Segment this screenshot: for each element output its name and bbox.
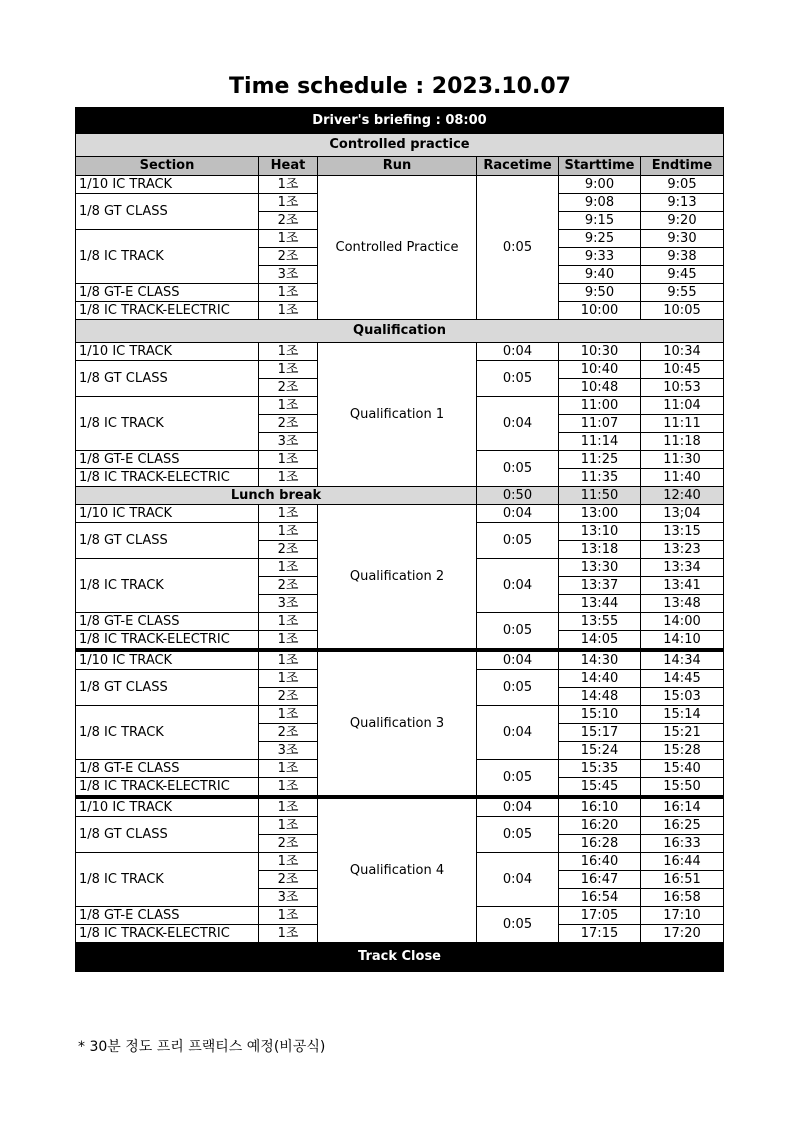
heat-cell: 1조 (259, 706, 318, 724)
starttime-cell: 14:30 (559, 650, 641, 670)
starttime-cell: 14:40 (559, 670, 641, 688)
heat-cell: 1조 (259, 505, 318, 523)
endtime-cell: 16:25 (641, 817, 724, 835)
racetime-cell: 0:04 (477, 343, 559, 361)
racetime-cell: 0:04 (477, 559, 559, 613)
racetime-cell: 0:04 (477, 797, 559, 817)
class-cell: 1/8 GT-E CLASS (76, 284, 259, 302)
endtime-cell: 9:20 (641, 212, 724, 230)
endtime-cell: 16:51 (641, 871, 724, 889)
racetime-cell: 0:05 (477, 451, 559, 487)
racetime-cell: 0:05 (477, 760, 559, 798)
racetime-cell: 0:04 (477, 853, 559, 907)
endtime-cell: 16:44 (641, 853, 724, 871)
class-cell: 1/8 IC TRACK-ELECTRIC (76, 302, 259, 320)
class-cell: 1/10 IC TRACK (76, 505, 259, 523)
racetime-cell: 0:04 (477, 505, 559, 523)
heat-cell: 1조 (259, 670, 318, 688)
heat-cell: 2조 (259, 212, 318, 230)
lunch-racetime: 0:50 (477, 487, 559, 505)
endtime-cell: 14:34 (641, 650, 724, 670)
header-section: Section (76, 157, 259, 176)
endtime-cell: 15:21 (641, 724, 724, 742)
class-cell: 1/8 GT-E CLASS (76, 907, 259, 925)
class-cell: 1/8 GT-E CLASS (76, 613, 259, 631)
lunch-label: Lunch break (76, 487, 477, 505)
heat-cell: 1조 (259, 176, 318, 194)
starttime-cell: 9:15 (559, 212, 641, 230)
endtime-cell: 13:23 (641, 541, 724, 559)
heat-cell: 1조 (259, 302, 318, 320)
starttime-cell: 9:33 (559, 248, 641, 266)
starttime-cell: 11:35 (559, 469, 641, 487)
class-cell: 1/10 IC TRACK (76, 797, 259, 817)
starttime-cell: 15:45 (559, 778, 641, 798)
starttime-cell: 14:48 (559, 688, 641, 706)
lunch-row (76, 487, 724, 505)
starttime-cell: 16:54 (559, 889, 641, 907)
racetime-cell: 0:05 (477, 176, 559, 320)
heat-cell: 1조 (259, 817, 318, 835)
heat-cell: 3조 (259, 889, 318, 907)
briefing-label: Driver's briefing : 08:00 (76, 108, 724, 134)
endtime-cell: 13:48 (641, 595, 724, 613)
endtime-cell: 9:13 (641, 194, 724, 212)
heat-cell: 2조 (259, 415, 318, 433)
starttime-cell: 17:15 (559, 925, 641, 943)
class-cell: 1/8 IC TRACK-ELECTRIC (76, 631, 259, 651)
racetime-cell: 0:05 (477, 523, 559, 559)
endtime-cell: 15:50 (641, 778, 724, 798)
class-cell: 1/8 GT CLASS (76, 670, 259, 706)
starttime-cell: 9:40 (559, 266, 641, 284)
class-cell: 1/8 IC TRACK (76, 706, 259, 760)
endtime-cell: 10:34 (641, 343, 724, 361)
heat-cell: 1조 (259, 925, 318, 943)
heat-cell: 3조 (259, 742, 318, 760)
section-label-controlled: Controlled practice (76, 134, 724, 157)
starttime-cell: 17:05 (559, 907, 641, 925)
header-starttime: Starttime (559, 157, 641, 176)
endtime-cell: 16:58 (641, 889, 724, 907)
starttime-cell: 13:55 (559, 613, 641, 631)
endtime-cell: 11:04 (641, 397, 724, 415)
run-cell: Qualification 3 (318, 650, 477, 797)
header-run: Run (318, 157, 477, 176)
heat-cell: 1조 (259, 760, 318, 778)
endtime-cell: 9:30 (641, 230, 724, 248)
class-cell: 1/8 GT CLASS (76, 523, 259, 559)
starttime-cell: 16:20 (559, 817, 641, 835)
endtime-cell: 15:14 (641, 706, 724, 724)
lunch-start: 11:50 (559, 487, 641, 505)
endtime-cell: 10:53 (641, 379, 724, 397)
starttime-cell: 15:17 (559, 724, 641, 742)
class-cell: 1/8 GT CLASS (76, 194, 259, 230)
heat-cell: 1조 (259, 650, 318, 670)
heat-cell: 1조 (259, 853, 318, 871)
endtime-cell: 13:15 (641, 523, 724, 541)
heat-cell: 1조 (259, 907, 318, 925)
schedule-body (76, 108, 724, 972)
starttime-cell: 11:25 (559, 451, 641, 469)
class-cell: 1/8 IC TRACK-ELECTRIC (76, 925, 259, 943)
heat-cell: 1조 (259, 194, 318, 212)
starttime-cell: 16:10 (559, 797, 641, 817)
heat-cell: 2조 (259, 379, 318, 397)
starttime-cell: 9:50 (559, 284, 641, 302)
starttime-cell: 9:25 (559, 230, 641, 248)
heat-cell: 2조 (259, 835, 318, 853)
run-cell: Qualification 1 (318, 343, 477, 487)
starttime-cell: 16:28 (559, 835, 641, 853)
class-cell: 1/8 IC TRACK-ELECTRIC (76, 778, 259, 798)
starttime-cell: 9:00 (559, 176, 641, 194)
heat-cell: 2조 (259, 871, 318, 889)
racetime-cell: 0:04 (477, 706, 559, 760)
starttime-cell: 13:00 (559, 505, 641, 523)
heat-cell: 1조 (259, 778, 318, 798)
endtime-cell: 15:28 (641, 742, 724, 760)
racetime-cell: 0:04 (477, 397, 559, 451)
endtime-cell: 13:41 (641, 577, 724, 595)
starttime-cell: 10:00 (559, 302, 641, 320)
class-cell: 1/8 IC TRACK (76, 397, 259, 451)
heat-cell: 1조 (259, 361, 318, 379)
starttime-cell: 13:10 (559, 523, 641, 541)
heat-cell: 3조 (259, 433, 318, 451)
header-endtime: Endtime (641, 157, 724, 176)
heat-cell: 1조 (259, 613, 318, 631)
run-cell: Qualification 2 (318, 505, 477, 651)
starttime-cell: 11:00 (559, 397, 641, 415)
run-cell: Qualification 4 (318, 797, 477, 943)
starttime-cell: 11:07 (559, 415, 641, 433)
starttime-cell: 15:10 (559, 706, 641, 724)
starttime-cell: 13:18 (559, 541, 641, 559)
racetime-cell: 0:04 (477, 650, 559, 670)
endtime-cell: 11:40 (641, 469, 724, 487)
heat-cell: 1조 (259, 797, 318, 817)
column-header-row (76, 157, 724, 176)
endtime-cell: 13:34 (641, 559, 724, 577)
endtime-cell: 15:03 (641, 688, 724, 706)
endtime-cell: 16:14 (641, 797, 724, 817)
endtime-cell: 10:05 (641, 302, 724, 320)
class-cell: 1/10 IC TRACK (76, 176, 259, 194)
starttime-cell: 15:35 (559, 760, 641, 778)
table-row (76, 176, 724, 194)
starttime-cell: 13:30 (559, 559, 641, 577)
footnote: * 30분 정도 프리 프랙티스 예정(비공식) (78, 1039, 326, 1055)
lunch-end: 12:40 (641, 487, 724, 505)
class-cell: 1/8 IC TRACK-ELECTRIC (76, 469, 259, 487)
table-row (76, 505, 724, 523)
section-header-qualification (76, 320, 724, 343)
endtime-cell: 13;04 (641, 505, 724, 523)
endtime-cell: 10:45 (641, 361, 724, 379)
endtime-cell: 15:40 (641, 760, 724, 778)
endtime-cell: 14:10 (641, 631, 724, 651)
heat-cell: 1조 (259, 451, 318, 469)
heat-cell: 1조 (259, 631, 318, 651)
starttime-cell: 10:30 (559, 343, 641, 361)
endtime-cell: 17:10 (641, 907, 724, 925)
racetime-cell: 0:05 (477, 613, 559, 651)
heat-cell: 1조 (259, 230, 318, 248)
class-cell: 1/8 IC TRACK (76, 853, 259, 907)
section-header-qualification-label: Qualification (76, 320, 724, 343)
page-title: Time schedule : 2023.10.07 (229, 74, 571, 99)
track-close-row (76, 943, 724, 972)
starttime-cell: 13:44 (559, 595, 641, 613)
heat-cell: 1조 (259, 343, 318, 361)
class-cell: 1/8 IC TRACK (76, 230, 259, 284)
endtime-cell: 14:00 (641, 613, 724, 631)
table-row (76, 797, 724, 817)
starttime-cell: 13:37 (559, 577, 641, 595)
endtime-cell: 9:38 (641, 248, 724, 266)
header-heat: Heat (259, 157, 318, 176)
endtime-cell: 11:11 (641, 415, 724, 433)
endtime-cell: 9:05 (641, 176, 724, 194)
starttime-cell: 15:24 (559, 742, 641, 760)
heat-cell: 2조 (259, 724, 318, 742)
starttime-cell: 16:47 (559, 871, 641, 889)
endtime-cell: 17:20 (641, 925, 724, 943)
run-cell: Controlled Practice (318, 176, 477, 320)
racetime-cell: 0:05 (477, 361, 559, 397)
heat-cell: 2조 (259, 577, 318, 595)
track-close-label: Track Close (76, 943, 724, 972)
briefing-row (76, 108, 724, 134)
heat-cell: 1조 (259, 523, 318, 541)
class-cell: 1/8 IC TRACK (76, 559, 259, 613)
heat-cell: 1조 (259, 469, 318, 487)
heat-cell: 2조 (259, 688, 318, 706)
endtime-cell: 14:45 (641, 670, 724, 688)
class-cell: 1/8 GT-E CLASS (76, 451, 259, 469)
heat-cell: 1조 (259, 397, 318, 415)
endtime-cell: 16:33 (641, 835, 724, 853)
heat-cell: 1조 (259, 559, 318, 577)
starttime-cell: 9:08 (559, 194, 641, 212)
racetime-cell: 0:05 (477, 670, 559, 706)
starttime-cell: 14:05 (559, 631, 641, 651)
starttime-cell: 10:40 (559, 361, 641, 379)
class-cell: 1/8 GT CLASS (76, 817, 259, 853)
endtime-cell: 9:45 (641, 266, 724, 284)
heat-cell: 2조 (259, 248, 318, 266)
section-header-controlled (76, 134, 724, 157)
endtime-cell: 9:55 (641, 284, 724, 302)
heat-cell: 3조 (259, 595, 318, 613)
starttime-cell: 11:14 (559, 433, 641, 451)
starttime-cell: 16:40 (559, 853, 641, 871)
endtime-cell: 11:30 (641, 451, 724, 469)
heat-cell: 1조 (259, 284, 318, 302)
schedule-table (75, 107, 724, 972)
class-cell: 1/10 IC TRACK (76, 343, 259, 361)
heat-cell: 2조 (259, 541, 318, 559)
racetime-cell: 0:05 (477, 907, 559, 943)
starttime-cell: 10:48 (559, 379, 641, 397)
table-row (76, 650, 724, 670)
class-cell: 1/8 GT CLASS (76, 361, 259, 397)
header-racetime: Racetime (477, 157, 559, 176)
racetime-cell: 0:05 (477, 817, 559, 853)
table-row (76, 343, 724, 361)
endtime-cell: 11:18 (641, 433, 724, 451)
heat-cell: 3조 (259, 266, 318, 284)
class-cell: 1/8 GT-E CLASS (76, 760, 259, 778)
class-cell: 1/10 IC TRACK (76, 650, 259, 670)
